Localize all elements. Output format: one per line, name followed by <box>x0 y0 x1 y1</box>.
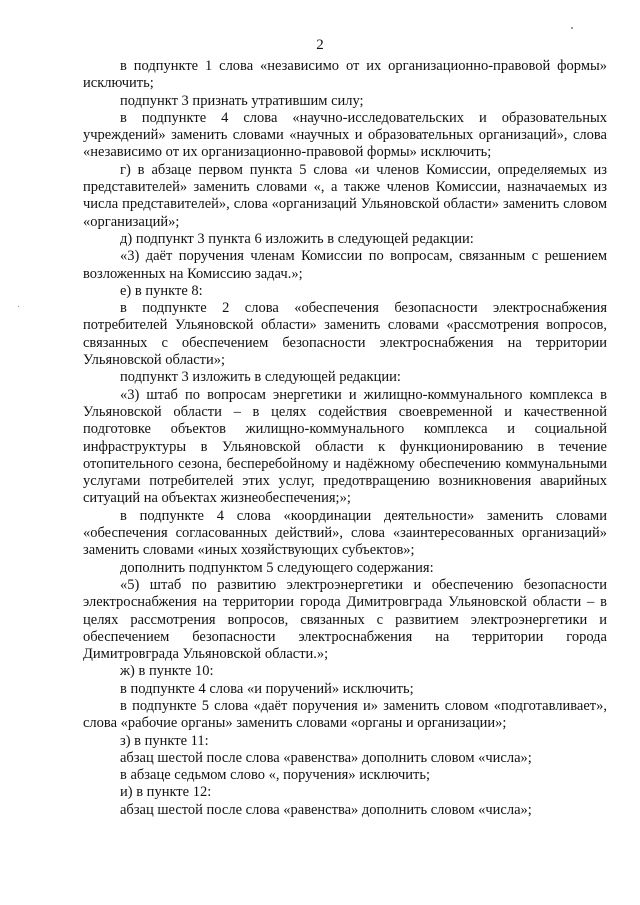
paragraph: абзац шестой после слова «равенства» дополнить словом «числа»; <box>120 801 532 818</box>
paragraph: г) в абзаце первом пункта 5 слова «и членов Комиссии, определяемых из представителей» заменить словами «, а также членов Комиссии, назначаемых из числа представителей», слова «организаций Ульяновской области» заменить словом «организаций»; <box>83 161 607 230</box>
paragraph: в абзаце седьмом слово «, поручения» исключить; <box>120 767 431 784</box>
paragraph: в подпункте 4 слова «и поручений» исключить; <box>120 680 414 697</box>
page-number: 2 <box>316 37 324 53</box>
paragraph: в подпункте 4 слова «научно-исследовательских и образовательных учреждений» заменить словами «научных и образовательных организаций», слова «независимо от их организационно-правовой формы» исключить; <box>83 109 607 161</box>
paragraph: е) в пункте 8: <box>120 282 203 299</box>
paragraph: з) в пункте 11: <box>120 732 209 749</box>
document-body <box>83 58 607 819</box>
paragraph: абзац шестой после слова «равенства» дополнить словом «числа»; <box>120 749 532 766</box>
paragraph: дополнить подпунктом 5 следующего содержания: <box>120 559 434 576</box>
paragraph: в подпункте 2 слова «обеспечения безопасности электроснабжения потребителей Ульяновской области» заменить словами «рассмотрения вопросов, связанных с обеспечением безопасности электроснабжения на территории Ульяновской области»; <box>83 300 607 369</box>
paragraph: в подпункте 5 слова «даёт поручения и» заменить словом «подготавливает», слова «рабочие органы» заменить словами «органы и организации»; <box>83 697 607 732</box>
paragraph: и) в пункте 12: <box>120 784 212 801</box>
paragraph: д) подпункт 3 пункта 6 изложить в следующей редакции: <box>120 230 474 247</box>
paragraph: ж) в пункте 10: <box>120 663 214 680</box>
paragraph: подпункт 3 изложить в следующей редакции: <box>120 369 401 386</box>
paragraph: «3) даёт поручения членам Комиссии по вопросам, связанным с решением возложенных на Комиссию задач.»; <box>83 248 607 282</box>
paragraph: в подпункте 1 слова «независимо от их организационно-правовой формы» исключить; <box>83 58 607 92</box>
paragraph: подпункт 3 признать утратившим силу; <box>120 92 364 109</box>
scan-speck <box>18 306 19 307</box>
paragraph: «5) штаб по развитию электроэнергетики и обеспечению безопасности электроснабжения на территории города Димитровграда Ульяновской области – в целях рассмотрения вопросов, связанных с развитием электроэнергетики и обеспечением безопасности электроснабжения на территории города Димитровграда Ульяновской области.»; <box>83 576 607 663</box>
paragraph: «3) штаб по вопросам энергетики и жилищно-коммунального комплекса в Ульяновской области – в целях содействия своевременной и качественной подготовке объектов жилищно-коммунального комплекса и социальной инфраструктуры в Ульяновской области к функционированию в течение отопительного сезона, бесперебойному и надёжному обеспечению коммунальными услугами потребителей этих услуг, предотвращению возникновения аварийных ситуаций на объектах жизнеобеспечения;»; <box>83 386 607 507</box>
scan-speck <box>571 27 573 29</box>
paragraph: в подпункте 4 слова «координации деятельности» заменить словами «обеспечения согласованных действий», слова «заинтересованных организаций» заменить словами «иных хозяйствующих субъектов»; <box>83 507 607 559</box>
